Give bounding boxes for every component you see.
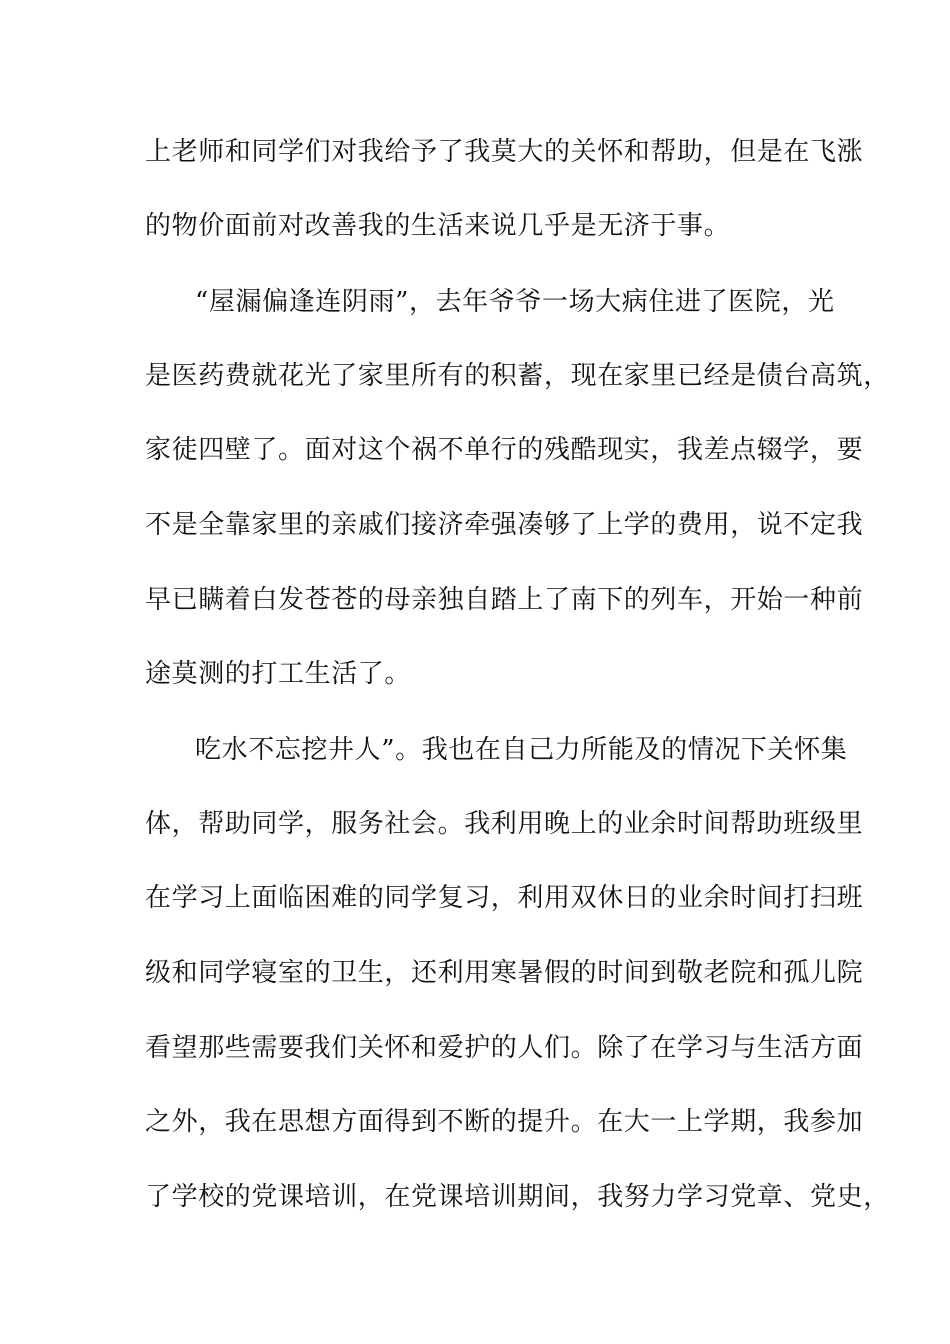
text-line-11: 在学习上面临困难的同学复习，利用双休日的业余时间打扫班 xyxy=(145,883,864,913)
text-line-10: 体，帮助同学，服务社会。我利用晚上的业余时间帮助班级里 xyxy=(145,809,864,839)
text-line-5: 家徒四壁了。面对这个祸不单行的残酷现实，我差点辍学，要 xyxy=(145,435,864,465)
text-line-9: 吃水不忘挖井人”。我也在自己力所能及的情况下关怀集 xyxy=(195,735,848,765)
text-line-4: 是医药费就花光了家里所有的积蓄，现在家里已经是债台高筑， xyxy=(145,361,890,391)
text-line-7: 早已瞒着白发苍苍的母亲独自踏上了南下的列车，开始一种前 xyxy=(145,585,864,615)
text-line-2: 的物价面前对改善我的生活来说几乎是无济于事。 xyxy=(145,211,731,241)
text-line-1: 上老师和同学们对我给予了我莫大的关怀和帮助，但是在飞涨 xyxy=(145,137,864,167)
text-line-8: 途莫测的打工生活了。 xyxy=(145,659,412,689)
text-line-6: 不是全靠家里的亲戚们接济牵强凑够了上学的费用，说不定我 xyxy=(145,510,864,540)
text-line-14: 之外，我在思想方面得到不断的提升。在大一上学期，我参加 xyxy=(145,1107,864,1137)
text-line-13: 看望那些需要我们关怀和爱护的人们。除了在学习与生活方面 xyxy=(145,1033,864,1063)
text-line-12: 级和同学寝室的卫生，还利用寒暑假的时间到敬老院和孤儿院 xyxy=(145,958,864,988)
text-line-15: 了学校的党课培训，在党课培训期间，我努力学习党章、党史， xyxy=(145,1182,890,1212)
text-line-3: “屋漏偏逢连阴雨”，去年爷爷一场大病住进了医院，光 xyxy=(195,287,835,317)
